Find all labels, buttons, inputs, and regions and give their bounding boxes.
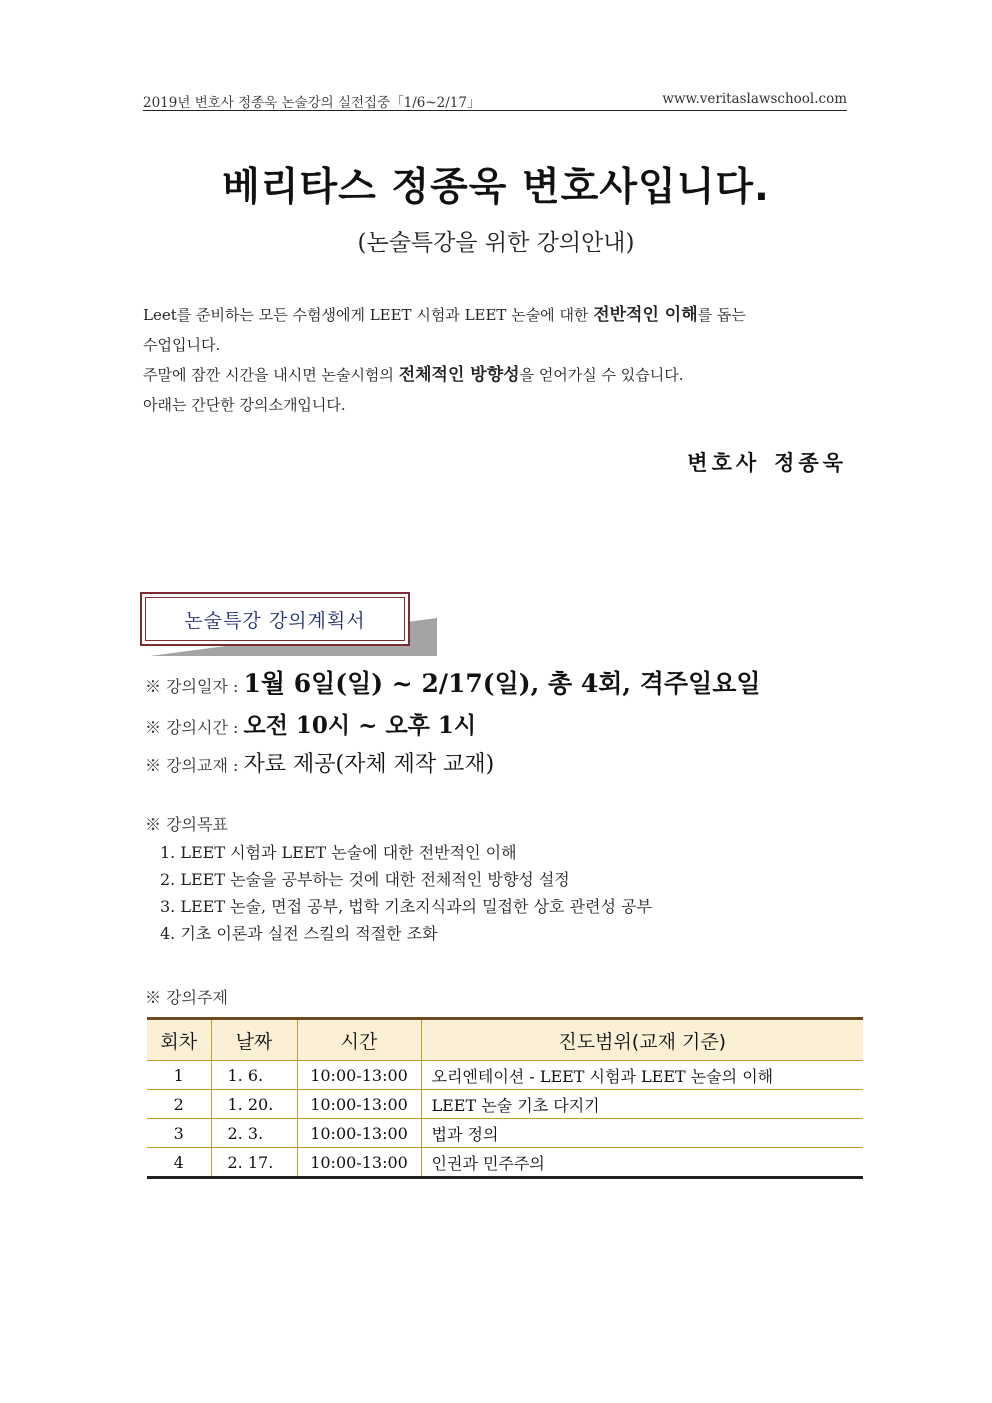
page-header xyxy=(143,90,847,111)
cell-date: 2. 17. xyxy=(211,1148,297,1178)
col-header-date: 날짜 xyxy=(211,1019,297,1061)
cell-scope: 법과 정의 xyxy=(421,1119,863,1148)
goal-item: 3. LEET 논술, 면접 공부, 법학 기초지식과의 밀접한 상호 관련성 공부 xyxy=(160,897,652,916)
intro-line-1 xyxy=(143,300,855,330)
info-date xyxy=(145,664,761,700)
info-book-value: 자료 제공(자체 제작 교재) xyxy=(243,752,495,777)
info-date-label: ※ 강의일자 : xyxy=(145,677,244,696)
col-header-scope: 진도범위(교재 기준) xyxy=(421,1019,863,1061)
plan-box-title: 논술특강 강의계획서 xyxy=(145,597,405,641)
goals-heading: ※ 강의목표 xyxy=(145,815,228,834)
goal-item: 1. LEET 시험과 LEET 논술에 대한 전반적인 이해 xyxy=(160,843,517,862)
cell-date: 1. 6. xyxy=(211,1061,297,1090)
info-time-value: 오전 10시 ~ 오후 1시 xyxy=(243,712,477,739)
info-date-value: 1월 6일(일) ~ 2/17(일), 총 4회, 격주일요일 xyxy=(243,669,761,698)
goal-item: 2. LEET 논술을 공부하는 것에 대한 전체적인 방향성 설정 xyxy=(160,870,570,889)
intro-text xyxy=(143,300,855,420)
cell-scope: 오리엔테이션 - LEET 시험과 LEET 논술의 이해 xyxy=(421,1061,863,1090)
signature xyxy=(687,447,847,477)
cell-session: 1 xyxy=(147,1061,211,1090)
cell-time: 10:00-13:00 xyxy=(297,1148,421,1178)
intro-emphasis: 전체적인 방향성 xyxy=(398,365,520,385)
table-row xyxy=(147,1061,863,1090)
cell-date: 2. 3. xyxy=(211,1119,297,1148)
col-header-session: 회차 xyxy=(147,1019,211,1061)
cell-time: 10:00-13:00 xyxy=(297,1090,421,1119)
intro-text-segment: 주말에 잠깐 시간을 내시면 논술시험의 xyxy=(143,366,399,384)
plan-box xyxy=(140,592,410,646)
cell-scope: 인권과 민주주의 xyxy=(421,1148,863,1178)
signature-role: 변호사 xyxy=(687,450,761,475)
table-row xyxy=(147,1090,863,1119)
header-website: www.veritaslawschool.com xyxy=(662,91,847,107)
intro-line-2: 수업입니다. xyxy=(143,336,221,354)
cell-scope: LEET 논술 기초 다지기 xyxy=(421,1090,863,1119)
info-time xyxy=(145,707,476,740)
cell-date: 1. 20. xyxy=(211,1090,297,1119)
goals-list xyxy=(160,839,652,947)
intro-line-4: 아래는 간단한 강의소개입니다. xyxy=(143,396,346,414)
intro-text-segment: 을 얻어가실 수 있습니다. xyxy=(519,366,684,384)
table-row xyxy=(147,1148,863,1178)
signature-name: 정종욱 xyxy=(774,450,847,475)
info-book xyxy=(145,747,494,778)
intro-text-segment: 를 돕는 xyxy=(697,306,746,324)
schedule-header-row xyxy=(147,1019,863,1061)
schedule-table xyxy=(147,1017,863,1179)
table-row xyxy=(147,1119,863,1148)
info-book-label: ※ 강의교재 : xyxy=(145,756,244,775)
cell-session: 3 xyxy=(147,1119,211,1148)
page-subtitle: (논술특강을 위한 강의안내) xyxy=(357,230,635,256)
header-course-title: 2019년 변호사 정종욱 논술강의 실전집중「1/6~2/17」 xyxy=(143,95,481,111)
intro-emphasis: 전반적인 이해 xyxy=(593,305,698,325)
intro-text-segment: Leet를 준비하는 모든 수험생에게 LEET 시험과 LEET 논술에 대한 xyxy=(143,306,594,324)
cell-time: 10:00-13:00 xyxy=(297,1061,421,1090)
cell-session: 4 xyxy=(147,1148,211,1178)
cell-time: 10:00-13:00 xyxy=(297,1119,421,1148)
col-header-time: 시간 xyxy=(297,1019,421,1061)
cell-session: 2 xyxy=(147,1090,211,1119)
intro-line-3 xyxy=(143,360,855,390)
topics-heading: ※ 강의주제 xyxy=(145,988,228,1007)
info-time-label: ※ 강의시간 : xyxy=(145,718,244,737)
page-title: 베리타스 정종욱 변호사입니다. xyxy=(222,165,770,210)
goal-item: 4. 기초 이론과 실전 스킬의 적절한 조화 xyxy=(160,924,438,943)
